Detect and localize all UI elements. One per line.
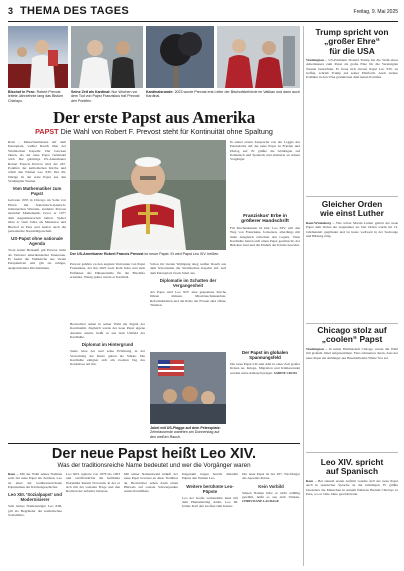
article-text-column-4b: Für Kirchenkenner ist klar: Leo XIV. will den Weg von Franziskus fortsetzen, allerdings mit mehr Ausgleich zwischen den Lagern. Viele Kardinäle hatten sich einen Papst gewünscht, der Brücken baut und die Einheit der Kirche bewahrt.: [230, 226, 300, 248]
photo-crowd-flags: [150, 352, 226, 424]
section-title: THEMA DES TAGES: [20, 5, 130, 17]
sidebar-divider: [306, 323, 398, 324]
article-text-column-4c: Der neue Papst tritt sein Amt in einer Zeit großer Krisen an. Kriege, Migration und Klimawandel werden seine Amtszeit prägen. SABINE CROSS: [230, 362, 300, 375]
subheading-spannungsfeld: Der Papst im globalen Spannungsfeld: [241, 350, 289, 360]
article-text-column-4: In seiner ersten Ansprache von der Loggia des Petersdoms rief der neue Papst zu Frieden und Dialog auf. Er grüßte die Gläubigen auf Italienisch und Spanisch und erinnerte an seinen Vorgänger.: [230, 140, 300, 162]
sidebar-text-chicago: Washington – In seiner Heimatstadt Chicago wurde die Wahl mit großem Jubel aufgenommen. Fans erinnerten daran, dass der neue Papst ein Anhänger des Baseballteams White Sox sei.: [306, 347, 398, 360]
bottom-headline: Der neue Papst heißt Leo XIV.: [51, 446, 257, 462]
sidebar-headline-luther: Gleicher Orden wie einst Luther: [320, 199, 384, 219]
sidebar-text-spanisch: Rom – Bei seinem ersten Auftritt wandte sich der neue Papst auch in spanischer Sprache an die Gläubigen. Er grüßte besonders die Menschen in seinem früheren Bistum Chiclayo in Peru, wo er viele Jahre gewirkt hatte.: [306, 479, 398, 497]
subheading-franziskus: Franziskus' Erbe in größerer Handschrift: [241, 214, 289, 225]
issue-date: Freitag, 9. Mai 2025: [353, 9, 398, 15]
photo-caption: Seine Zeit als Kardinal: Nur Wochen vor dem Tod von Papst Franziskus traf Prevost den Pontifex.: [71, 90, 140, 103]
photo-pope-balcony: [8, 26, 68, 88]
photo-pope-francis-image: [71, 26, 143, 88]
photo-pope-francis: [71, 26, 143, 88]
photo-black-smoke: [146, 26, 214, 88]
sidebar-text-trump: Washington – US-Präsident Donald Trump hat die Wahl eines Amerikaners zum Papst als große Ehre für die Vereinigten Staaten bezeichnet. Er freue sich darauf, Papst Leo XIV. zu treffen, schrieb Trump auf seiner Plattform. Auch andere Politiker in den USA gratulierten dem neuen Pontifex.: [306, 58, 398, 80]
photo-caption: Jubel mit US-Flagge auf dem Petersplatz: Zehntausende warteten am Donnerstag auf den weißen Rauch.: [150, 426, 221, 439]
subheading-mathematiker: Vom Mathematiker zum Papst: [12, 186, 62, 197]
subheading-diplomat: Diplomat im Hintergrund: [81, 342, 134, 348]
sidebar-text-luther: Rom/Wittenberg – Wie schon Martin Luther gehört der neue Papst dem Orden der Augustiner an. Der Orden wurde im 13. Jahrhundert gegründet und ist heute weltweit in der Seelsorge und Bildung tätig.: [306, 221, 398, 239]
photo-caption: Der US-Amerikaner Robert Francis Prevost ist neuer Papst. Er wird Papst Leo XIV. heißen.: [70, 252, 220, 256]
bottom-subheadline: Was der traditionsreiche Name bedeutet und wer die Vorgänger waren: [57, 462, 251, 469]
photo-black-smoke-image: [146, 26, 214, 88]
subheading-us-papst: US-Papst ohne nationale Agenda: [11, 236, 63, 247]
bottom-text-column-2: Leo XIII. regierte von 1878 bis 1903 und veröffentlichte die berühmte Enzyklika Rerum Novarum, in der er sich mit der sozialen Frage und den Rechten der Arbeiter befasste.: [66, 472, 120, 494]
bottom-text-column-4: Insgesamt trugen bereits dreizehn Päpste den Namen Leo. Weitere berühmte Leo-Päpste Leo der Große verhandelte einst mit dem Hunnenkönig Attila, Leo III. krönte Karl den Großen zum Kaiser.: [182, 472, 238, 509]
article-text-column-2: Prevost gehörte zu den engsten Vertrauten von Papst Franziskus, der ihn 2023 nach Rom holte und zum Präfekten des Dikasteriums für die Bischöfe ernannte. Wenig später wurde er Kardinal.: [70, 262, 145, 280]
subheading-diplomatie: Diplomatie im Schatten der Vergangenheit: [159, 278, 217, 289]
photo-cardinals-image: [217, 26, 300, 88]
photo-pope-leo: [70, 140, 226, 250]
subheading-leo-xiii: Leo XIII. 'Sozialpapst' und Modernisierer: [8, 492, 62, 503]
sidebar-divider: [306, 452, 398, 453]
bottom-text-column-1: Rom – Mit der Wahl seines Namens setzt der neue Papst ein Zeichen. Leo ist einer der traditionsreichsten Papstnamen der Kirchengeschichte. Leo XIII. 'Sozialpapst' und Modernisierer Sein letzter Namensträger Leo XIII. gilt als Begründer der katholischen Soziallehre.: [8, 472, 62, 518]
photo-pope-balcony-image: [8, 26, 68, 88]
bottom-article-rule: [8, 443, 300, 444]
photo-cardinals: [217, 26, 300, 88]
sidebar-divider: [306, 196, 398, 197]
photo-caption: Kardinalsrunde: 2023 wurde Prevost erst Leiter der Bischofsbehörde im Vatikan und dann auch Kardinal.: [146, 90, 300, 99]
photo-crowd-flags-image: [150, 352, 226, 424]
page-number: 3: [8, 6, 14, 16]
article-text-column-3: Schon im vierten Wahlgang stieg weißer Rauch aus dem Schornstein der Sixtinischen Kapelle auf. Auf dem Petersplatz brach Jubel aus. Diplomatie im Schatten der Vergangenheit Als Papst wird Leo XIV. eine gespaltene Kirche führen müssen. Missbrauchsskandale, Reformdebatten und die Rolle der Frauen sind offene Themen.: [150, 262, 226, 308]
article-text-column-1: Rom – Menschenmassen auf dem Petersplatz, weißer Rauch über der Sixtinischen Kapelle: Die Glocken läuten, als der neue Papst verkündet wird. Der gebürtige US-Amerikaner Robert Francis Prevost wird der 267. Pontifex der katholischen Kirche und wählt den Namen Leo XIV. Der 69-Jährige ist der erste Papst aus den Vereinigten Staaten. Vom Mathematiker zum Papst Geboren 1955 in Chicago als Sohn von Eltern mit französisch-spanisch-italienischen Wurzeln, studierte Prevost zunächst Mathematik, bevor er 1977 dem Augustinerorden beitrat. Später lebte er viele Jahre als Missionar und Bischof in Peru und besitzt auch die peruanische Staatsbürgerschaft. US-Papst ohne nationale Agenda Trotz seiner Herkunft gilt Prevost nicht als Vertreter amerikanischer Interessen. Er kennt die Weltkirche aus vielen Perspektiven und gilt als ruhiger, ausgleichender Kirchenmann.: [8, 140, 66, 270]
headline: Der erste Papst aus Amerika: [52, 108, 256, 127]
sidebar-headline-chicago: Chicago stolz auf „coolen“ Papst: [317, 325, 387, 345]
photo-pope-leo-image: [70, 140, 226, 250]
sidebar-headline-spanisch: Leo XIV. spricht auf Spanisch: [320, 457, 384, 477]
sidebar-headline-trump: Trump spricht von „großer Ehre“ für die USA: [315, 27, 389, 56]
article-text-column-2b: Beobachter sehen in seiner Wahl ein Signal der Kontinuität. Zugleich werde der neue Papst eigene Akzente setzen, heißt es aus dem Umfeld der Kardinäle. Diplomat im Hintergrund Seine leise Art und seine Erfahrung in der Verwaltung der Kurie gelten als Stärke. Die Kardinäle einigten sich am zweiten Tag des Konklaves auf ihn.: [70, 322, 145, 367]
subheading-kein-vorbild: Kein Vorbild: [258, 483, 284, 489]
subheading-weitere-papste: Weitere berühmte Leo-Päpste: [186, 483, 234, 494]
bottom-text-column-5: Der neue Papst ist der 267. Nachfolger des Apostels Petrus. Kein Vorbild Seinen Namen habe er nicht zufällig gewählt, heißt es aus dem Vatikan. CHRISTIANE LAUDAGE: [242, 472, 300, 504]
photo-caption: Bischof in Peru: Robert Prevost leitete Jahrzehnte lang das Bistum Chiclayo.: [8, 90, 63, 103]
masthead: [8, 6, 398, 22]
bottom-text-column-3: Mit seiner Namenswahl knüpft der neue Papst bewusst an diese Tradition an. Beobachter sehen darin einen Hinweis auf soziale Schwerpunkte seines Pontifikats.: [124, 472, 178, 494]
column-divider: [303, 26, 304, 566]
subheadline: PAPST Die Wahl von Robert F. Prevost steht für Kontinuität ohne Spaltung: [35, 127, 273, 136]
